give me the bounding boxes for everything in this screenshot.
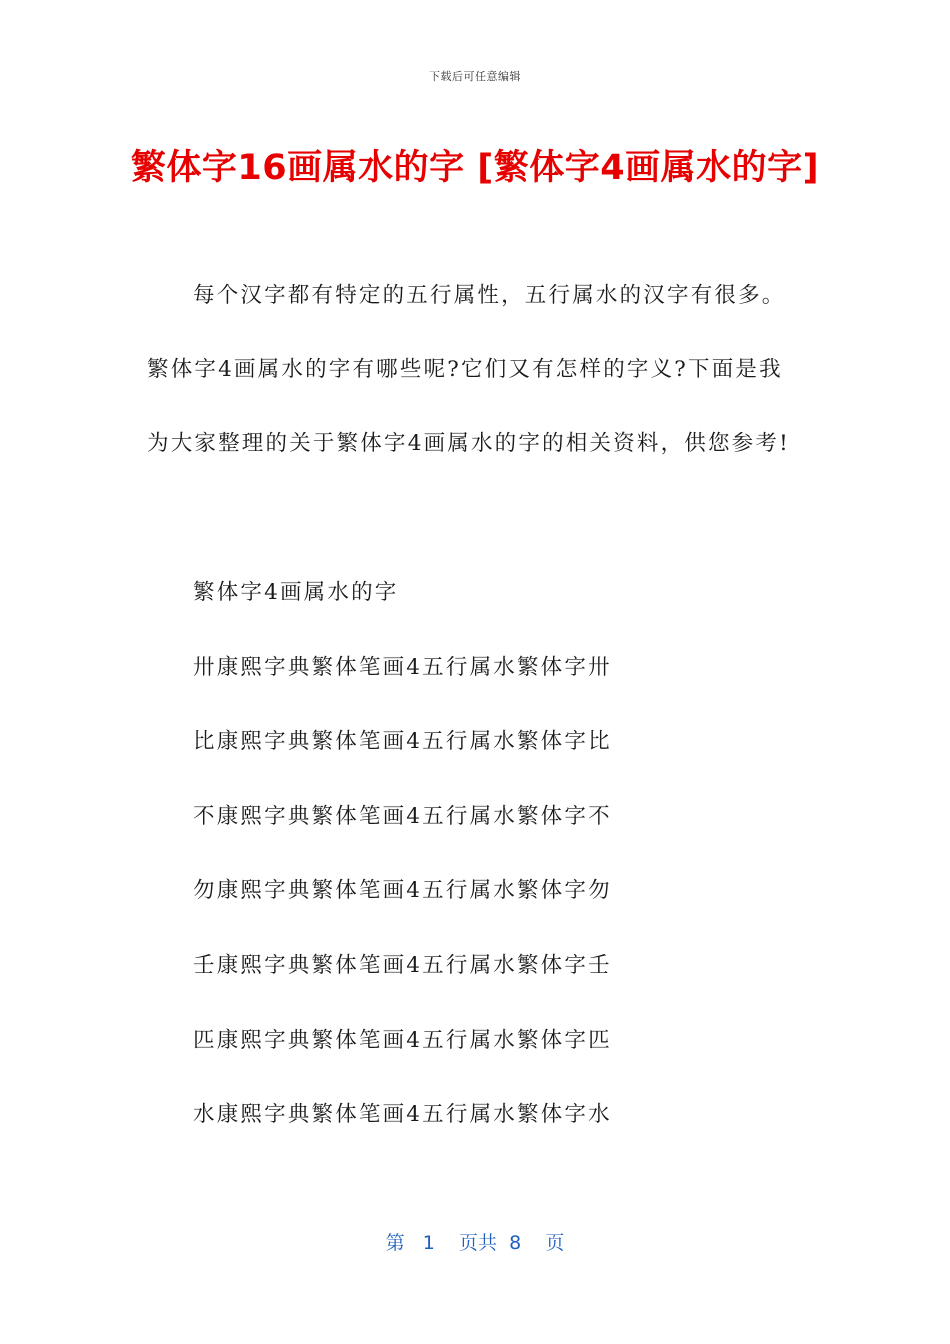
page-footer bbox=[0, 1228, 950, 1255]
list-item: 水康熙字典繁体笔画4五行属水繁体字水 bbox=[193, 1102, 612, 1127]
list-item: 勿康熙字典繁体笔画4五行属水繁体字勿 bbox=[193, 878, 612, 903]
document-title: 繁体字16画属水的字 [繁体字4画属水的字] bbox=[130, 148, 820, 188]
intro-line-2: 繁体字4画属水的字有哪些呢?它们又有怎样的字义?下面是我 bbox=[147, 357, 783, 382]
current-page-number: 1 bbox=[422, 1232, 435, 1254]
list-item: 壬康熙字典繁体笔画4五行属水繁体字壬 bbox=[193, 953, 612, 978]
list-item: 不康熙字典繁体笔画4五行属水繁体字不 bbox=[193, 804, 612, 829]
footer-middle: 页共 bbox=[459, 1232, 498, 1254]
footer-suffix: 页 bbox=[545, 1232, 565, 1254]
list-item: 比康熙字典繁体笔画4五行属水繁体字比 bbox=[193, 729, 612, 754]
intro-line-1: 每个汉字都有特定的五行属性，五行属水的汉字有很多。 bbox=[193, 283, 786, 308]
list-item: 卅康熙字典繁体笔画4五行属水繁体字卅 bbox=[193, 655, 612, 680]
footer-prefix: 第 bbox=[385, 1232, 405, 1254]
total-pages-number: 8 bbox=[509, 1232, 522, 1254]
list-item: 匹康熙字典繁体笔画4五行属水繁体字匹 bbox=[193, 1028, 612, 1053]
header-note: 下载后可任意编辑 bbox=[429, 70, 521, 83]
section-heading: 繁体字4画属水的字 bbox=[193, 580, 399, 605]
intro-line-3: 为大家整理的关于繁体字4画属水的字的相关资料，供您参考! bbox=[147, 431, 790, 456]
